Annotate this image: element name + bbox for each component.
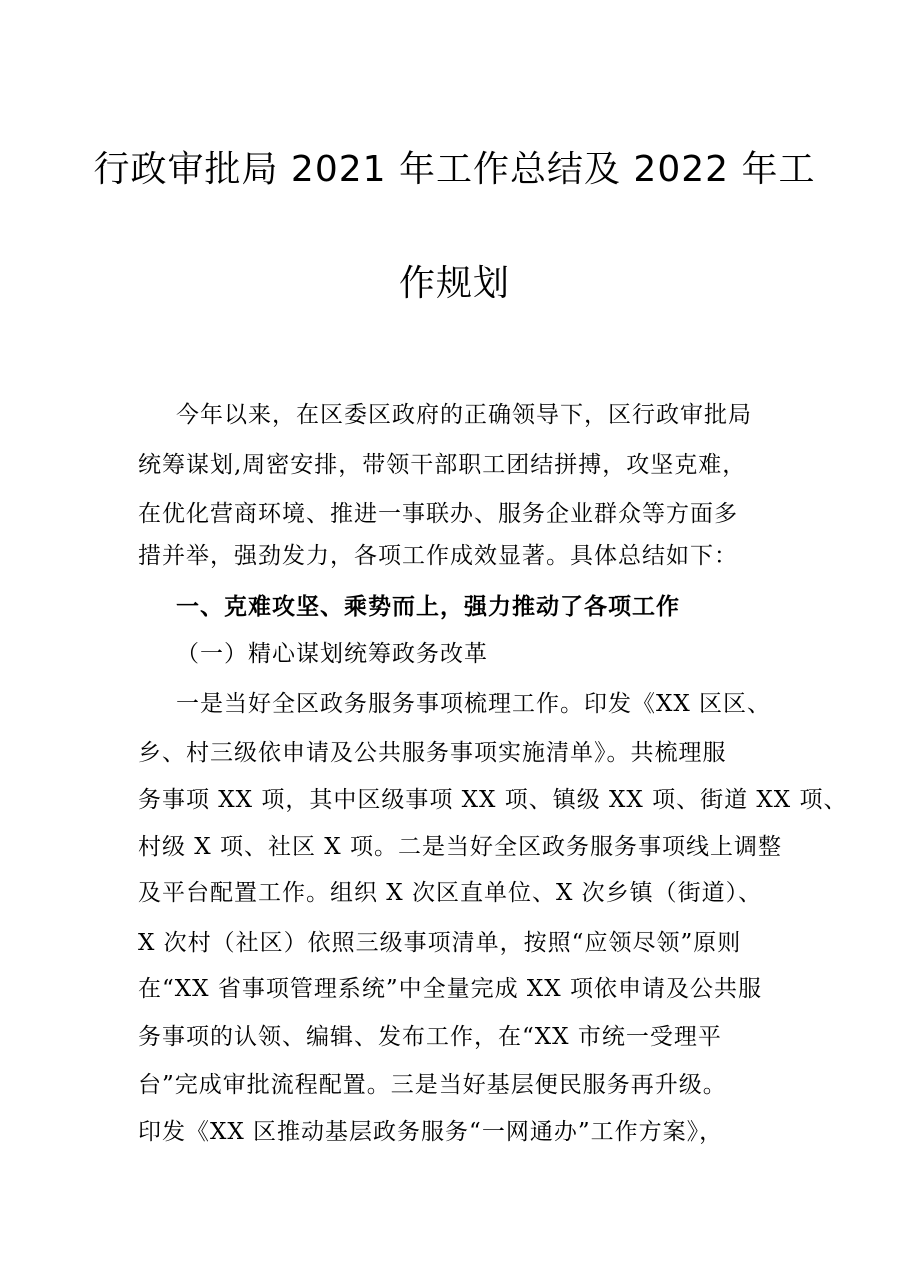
body-paragraph-line: 在“XX 省事项管理系统”中全量完成 XX 项依申请及公共服 <box>138 976 762 1002</box>
body-paragraph-line: 村级 X 项、社区 X 项。二是当好全区政务服务事项线上调整 <box>138 834 782 860</box>
body-paragraph-line: 一是当好全区政务服务事项梳理工作。印发《XX 区区、 <box>176 691 772 717</box>
body-paragraph-line: 台”完成审批流程配置。三是当好基层便民服务再升级。 <box>138 1072 727 1098</box>
intro-paragraph-line: 统筹谋划,周密安排，带领干部职工团结拼搏，攻坚克难， <box>138 452 747 478</box>
document-title-line-2: 作规划 <box>398 263 510 304</box>
intro-paragraph-line: 在优化营商环境、推进一事联办、服务企业群众等方面多 <box>138 501 738 527</box>
section-heading: 一、克难攻坚、乘势而上，强力推动了各项工作 <box>176 594 680 620</box>
body-paragraph-line: 印发《XX 区推动基层政务服务“一网通办”工作方案》， <box>138 1119 724 1145</box>
subsection-heading: （一）精心谋划统筹政务改革 <box>176 641 488 667</box>
body-paragraph-line: 务事项的认领、编辑、发布工作，在“XX 市统一受理平 <box>138 1024 722 1050</box>
body-paragraph-line: 乡、村三级依申请及公共服务事项实施清单》。共梳理服 <box>138 740 727 766</box>
body-paragraph-line: X 次村（社区）依照三级事项清单，按照“应领尽领”原则 <box>138 930 742 956</box>
intro-paragraph-line: 今年以来，在区委区政府的正确领导下，区行政审批局 <box>176 402 752 428</box>
body-paragraph-line: 及平台配置工作。组织 X 次区直单位、X 次乡镇（街道）、 <box>138 880 763 906</box>
document-title-line-1: 行政审批局 2021 年工作总结及 2022 年工 <box>93 149 816 190</box>
intro-paragraph-line: 措并举，强劲发力，各项工作成效显著。具体总结如下： <box>138 543 738 569</box>
body-paragraph-line: 务事项 XX 项，其中区级事项 XX 项、镇级 XX 项、街道 XX 项、 <box>138 787 848 813</box>
